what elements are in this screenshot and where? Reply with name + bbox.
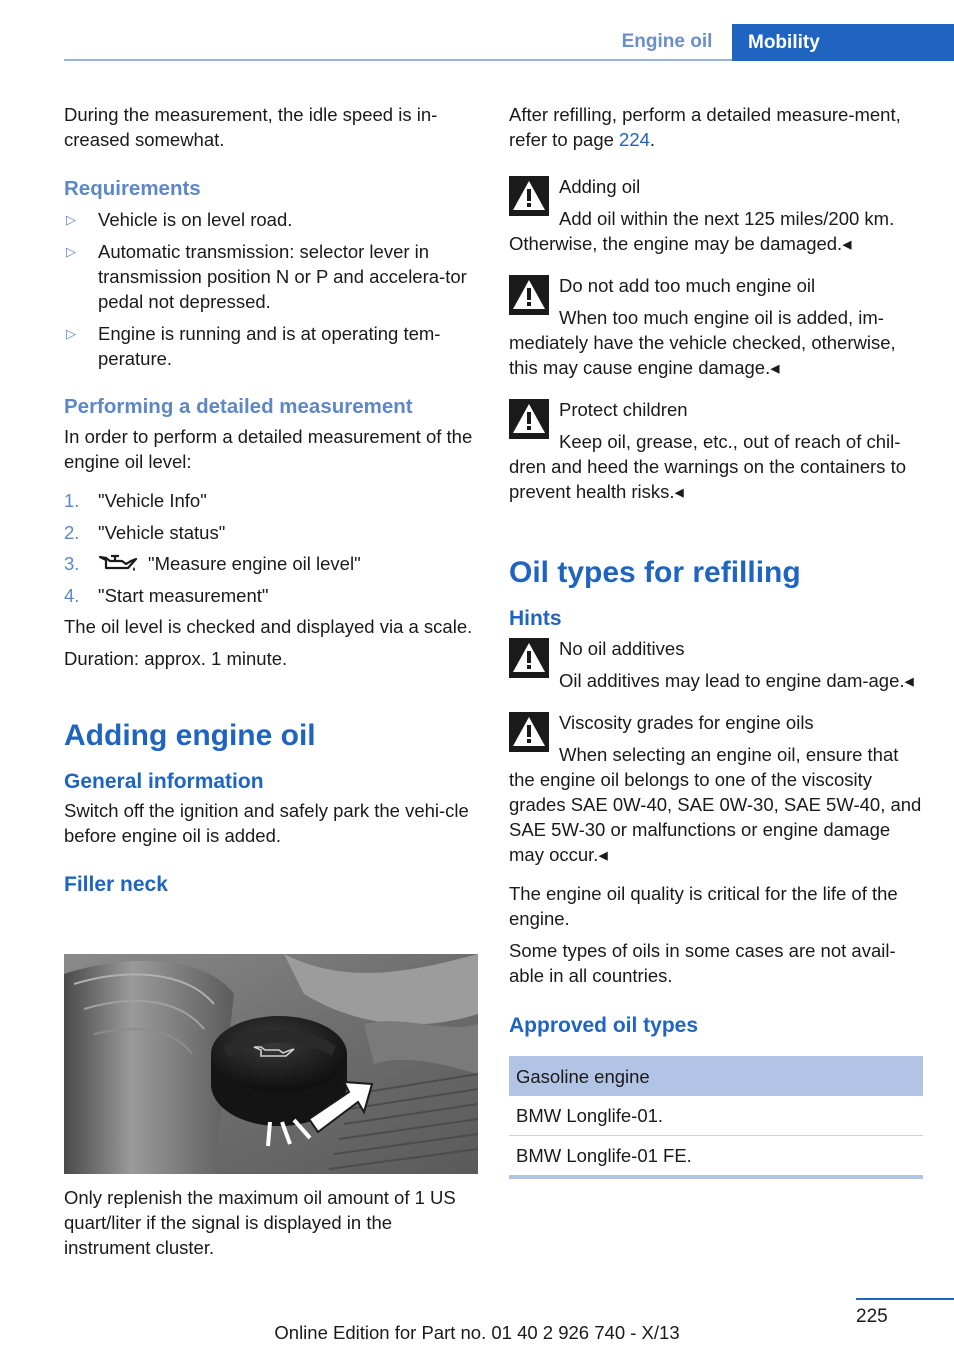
warning-triangle-icon <box>509 176 549 216</box>
oil-can-icon <box>98 552 138 574</box>
warning-triangle-icon <box>509 399 549 439</box>
warning-body: When too much engine oil is added, im-mediately have the vehicle checked, otherwise, this may cause engine damage.◂ <box>509 307 896 378</box>
general-information-text: Switch off the ignition and safely park the vehi-cle before engine oil is added. <box>64 800 469 846</box>
duration-note: Duration: approx. 1 minute. <box>64 648 288 669</box>
measurement-steps <box>64 488 478 608</box>
warning-triangle-icon <box>509 638 549 678</box>
warning-title: Adding oil <box>559 176 641 197</box>
page-reference-link[interactable]: 224 <box>619 129 650 150</box>
photo-caption: Only replenish the maximum oil amount of 1 US quart/liter if the signal is displayed in the instrument cluster. <box>64 1187 456 1258</box>
oil-quality-note: The engine oil quality is critical for the life of the engine. <box>509 883 898 929</box>
photo-caption-block <box>64 1185 478 1260</box>
right-column <box>509 102 923 1179</box>
warning-title: Protect children <box>559 399 688 420</box>
detailed-measurement-intro: In order to perform a detailed measurement of the engine oil level: <box>64 426 473 472</box>
list-item-text: Automatic transmission: selector lever in transmission position N or P and accelera-tor pedal not depressed. <box>98 241 467 312</box>
list-item <box>64 207 478 232</box>
table-bottom-rule <box>509 1175 923 1179</box>
filler-neck-illustration <box>64 954 478 1174</box>
warning-too-much-oil <box>509 273 923 380</box>
adding-engine-oil-heading: Adding engine oil <box>64 719 316 752</box>
step-item <box>64 583 478 608</box>
requirements-heading: Requirements <box>64 177 201 200</box>
triangle-bullet-icon: ▷ <box>66 244 76 259</box>
approved-oil-types-heading: Approved oil types <box>509 1014 699 1037</box>
hints-heading: Hints <box>509 607 562 630</box>
refill-measurement-note <box>509 102 923 152</box>
warning-title: Viscosity grades for engine oils <box>559 712 814 733</box>
step-number: 2. <box>64 521 80 543</box>
warning-triangle-icon <box>509 712 549 752</box>
list-item <box>64 321 478 371</box>
oil-level-scale-note: The oil level is checked and displayed via a scale. <box>64 616 473 637</box>
measurement-intro: During the measurement, the idle speed is in-creased somewhat. <box>64 104 438 150</box>
edition-footer: Online Edition for Part no. 01 40 2 926 740 - X/13 <box>274 1322 680 1343</box>
page-number: 225 <box>856 1306 888 1327</box>
warning-title: Do not add too much engine oil <box>559 275 816 296</box>
header-section-title: Engine oil <box>621 31 713 52</box>
warning-viscosity-grades <box>509 710 923 867</box>
triangle-bullet-icon: ▷ <box>66 326 76 341</box>
step-text: "Start measurement" <box>98 584 269 606</box>
step-number: 4. <box>64 584 80 606</box>
general-information-heading: General information <box>64 770 264 793</box>
step-number: 3. <box>64 553 80 574</box>
list-item-text: Vehicle is on level road. <box>98 209 293 230</box>
detailed-measurement-heading: Performing a detailed measurement <box>64 395 413 418</box>
oil-availability-note: Some types of oils in some cases are not avail-able in all countries. <box>509 940 896 986</box>
requirements-list <box>64 207 478 371</box>
filler-neck-photo <box>64 954 478 1174</box>
step-text: "Vehicle Info" <box>98 490 207 511</box>
warning-no-additives <box>509 636 923 693</box>
step-item <box>64 520 478 545</box>
warning-title: No oil additives <box>559 638 685 659</box>
warning-triangle-icon <box>509 275 549 315</box>
list-item <box>64 239 478 314</box>
triangle-bullet-icon: ▷ <box>66 212 76 227</box>
warning-body: Keep oil, grease, etc., out of reach of chil-dren and heed the warnings on the containers to prevent health risks.◂ <box>509 431 907 502</box>
warning-body: Oil additives may lead to engine dam-age.◂ <box>559 670 914 691</box>
warning-body: Add oil within the next 125 miles/200 km. Otherwise, the engine may be damaged.◂ <box>509 208 895 254</box>
refill-note-end: . <box>649 129 656 150</box>
list-item-text: Engine is running and is at operating tem-perature. <box>98 323 441 369</box>
warning-adding-oil <box>509 174 923 256</box>
oil-types-heading: Oil types for refilling <box>509 556 801 589</box>
step-item <box>64 488 478 513</box>
step-number: 1. <box>64 490 80 511</box>
table-row: BMW Longlife-01. <box>509 1096 923 1136</box>
table-row: BMW Longlife-01 FE. <box>509 1136 923 1176</box>
header-chapter-tab: Mobility <box>732 24 954 61</box>
page-number-rule <box>856 1298 954 1300</box>
refill-note-text: After refilling, perform a detailed measure-ment, refer to page <box>509 104 901 150</box>
step-item <box>64 551 478 576</box>
filler-neck-heading: Filler neck <box>64 873 168 896</box>
step-text: "Vehicle status" <box>98 521 226 543</box>
approved-oil-table <box>509 1056 923 1179</box>
left-column <box>64 102 478 898</box>
warning-protect-children <box>509 397 923 504</box>
step-text: "Measure engine oil level" <box>148 553 361 574</box>
warning-body: When selecting an engine oil, ensure that the engine oil belongs to one of the viscosity grades SAE 0W-40, SAE 0W-30, SAE 5W-40, and SAE 5W-30 or malfunctions or engine damage may occur.◂ <box>509 744 922 865</box>
table-header: Gasoline engine <box>509 1056 923 1096</box>
